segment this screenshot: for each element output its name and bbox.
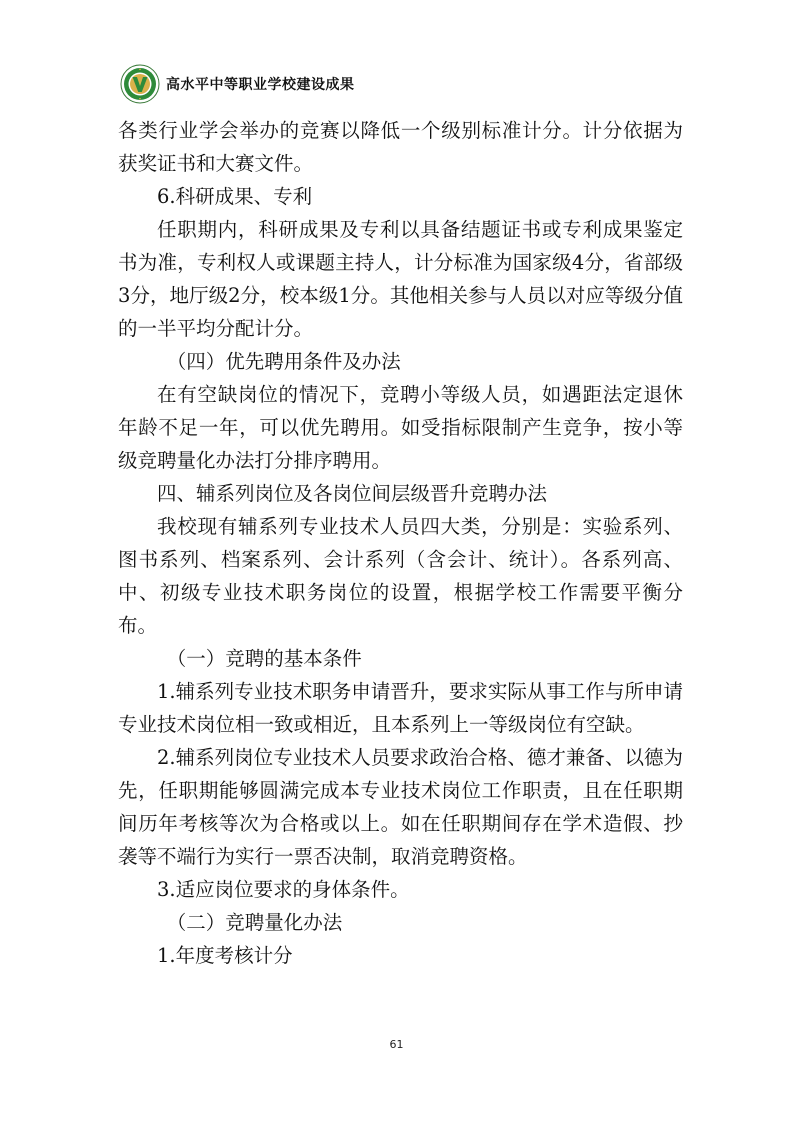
- section-heading: 6.科研成果、专利: [157, 185, 313, 208]
- section-heading: 1.年度考核计分: [157, 944, 293, 967]
- page-number: 61: [389, 1038, 404, 1051]
- paragraph: 3.适应岗位要求的身体条件。: [157, 878, 410, 901]
- section-heading: 四、辅系列岗位及各岗位间层级晋升竞聘办法: [157, 482, 548, 505]
- paragraph: 1.辅系列专业技术职务申请晋升，要求实际从事工作与所申请专业技术岗位相一致或相近，且本系列上一等级岗位有空缺。: [118, 680, 683, 736]
- section-heading: （一）竞聘的基本条件: [166, 647, 362, 670]
- document-body: [118, 114, 683, 972]
- page-header: [120, 62, 355, 106]
- section-heading: （四）优先聘用条件及办法: [166, 350, 401, 373]
- header-title: 高水平中等职业学校建设成果: [166, 77, 355, 93]
- paragraph: 2.辅系列岗位专业技术人员要求政治合格、德才兼备、以德为先，任职期能够圆满完成本专业技术岗位工作职责，且在任职期间历年考核等次为合格或以上。如在任职期间存在学术造假、抄袭等不端行为实行一票否决制，取消竞聘资格。: [118, 746, 683, 868]
- paragraph: 我校现有辅系列专业技术人员四大类，分别是：实验系列、图书系列、档案系列、会计系列（含会计、统计）。各系列高、中、初级专业技术职务岗位的设置，根据学校工作需要平衡分布。: [118, 515, 683, 637]
- school-emblem-icon: [120, 64, 160, 104]
- paragraph: 在有空缺岗位的情况下，竞聘小等级人员，如遇距法定退休年龄不足一年，可以优先聘用。如受指标限制产生竞争，按小等级竞聘量化办法打分排序聘用。: [118, 383, 683, 472]
- paragraph: 任职期内，科研成果及专利以具备结题证书或专利成果鉴定书为准，专利权人或课题主持人，计分标准为国家级4分，省部级3分，地厅级2分，校本级1分。其他相关参与人员以对应等级分值的一半平均分配计分。: [118, 218, 683, 340]
- section-heading: （二）竞聘量化办法: [166, 911, 343, 934]
- paragraph: 各类行业学会举办的竞赛以降低一个级别标准计分。计分依据为获奖证书和大赛文件。: [118, 119, 683, 175]
